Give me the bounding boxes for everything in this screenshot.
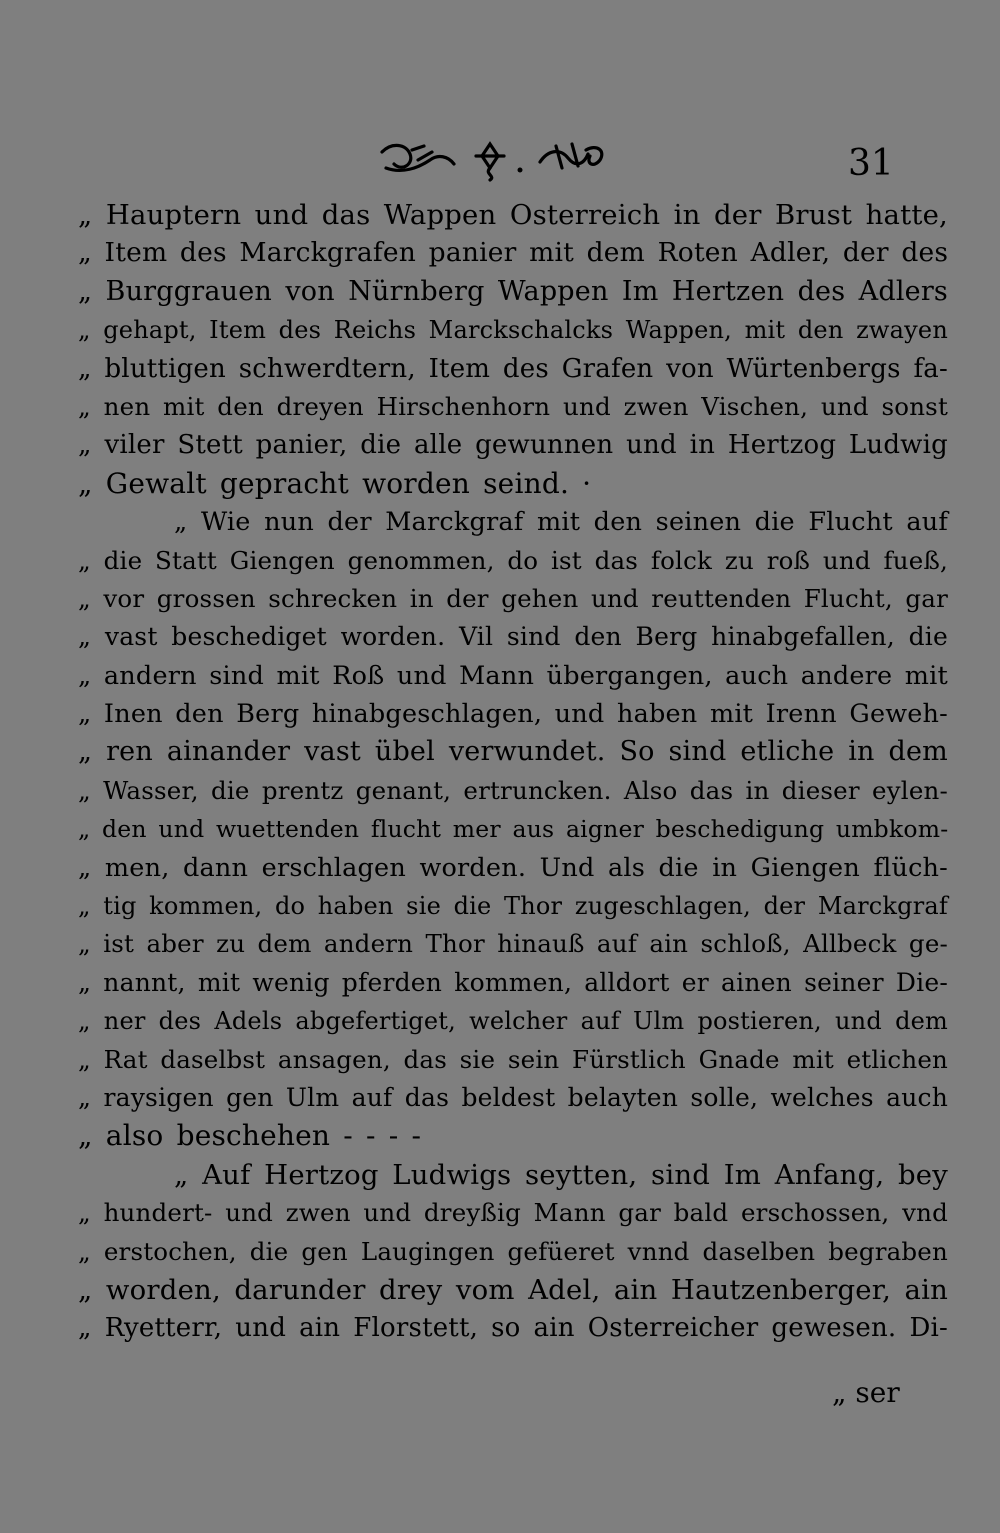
text-line: „ vor grossen schrecken in der gehen und reuttenden Flucht, gar (78, 583, 948, 613)
text-line: „ Ryetterr, und ain Florstett, so ain Osterreicher gewesen. Di- (78, 1313, 948, 1344)
text-line: „ Burggrauen von Nürnberg Wappen Im Hertzen des Adlers (78, 275, 948, 307)
text-line: „ ren ainander vast übel verwundet. So sind etliche in dem (78, 736, 948, 768)
text-line: „ raysigen gen Ulm auf das beldest belayten solle, welches auch (78, 1082, 948, 1112)
text-line: „ andern sind mit Roß und Mann übergangen, auch andere mit (78, 660, 948, 691)
text-line: „ also beschehen - - - - (78, 1119, 422, 1153)
text-line: „ Wasser, die prentz genant, ertruncken. Also das in dieser eylen- (78, 775, 948, 805)
text-line: „ erstochen, die gen Laugingen gefüeret vnnd daselben begraben (78, 1236, 948, 1266)
text-line: „ Hauptern und das Wappen Osterreich in der Brust hatte, (78, 199, 948, 231)
text-line: „ den und wuettenden flucht mer aus aigner beschedigung umbkom- (78, 815, 949, 844)
text-line: „ nannt, mit wenig pferden kommen, alldort er ainen seiner Die- (78, 967, 948, 997)
text-line: „ men, dann erschlagen worden. Und als die in Giengen flüch- (78, 852, 948, 883)
text-line: „ worden, darunder drey vom Adel, ain Hautzenberger, ain (78, 1273, 948, 1306)
text-line: „ bluttigen schwerdtern, Item des Grafen von Würtenbergs fa- (78, 353, 948, 384)
text-line: „ Rat daselbst ansagen, das sie sein Fürstlich Gnade mit etlichen (78, 1044, 948, 1074)
text-line: „ die Statt Giengen genommen, do ist das folck zu roß und fueß, (78, 545, 948, 575)
page-header (0, 138, 1000, 188)
text-line: „ Auf Hertzog Ludwigs seytten, sind Im Anfang, bey (174, 1158, 948, 1191)
text-line: „ tig kommen, do haben sie die Thor zugeschlagen, der Marckgraf (78, 892, 948, 921)
text-line: „ hundert- und zwen und dreyßig Mann gar bald erschossen, vnd (78, 1198, 948, 1228)
text-line: „ Item des Marckgrafen panier mit dem Roten Adler, der des (78, 237, 949, 269)
text-line: „ ner des Adels abgefertiget, welcher auf Ulm postieren, und dem (78, 1007, 948, 1036)
body-text (78, 196, 948, 1348)
text-line: „ Gewalt gepracht worden seind. · (78, 466, 592, 500)
page-number: 31 (848, 143, 894, 184)
text-line: „ ist aber zu dem andern Thor hinauß auf ain schloß, Allbeck ge- (78, 929, 948, 959)
text-line: „ viler Stett panier, die alle gewunnen und in Hertzog Ludwig (78, 430, 948, 461)
text-line: „ nen mit den dreyen Hirschenhorn und zwen Vischen, und sonst (78, 391, 948, 421)
text-line: „ Wie nun der Marckgraf mit den seinen die Flucht auf (174, 507, 948, 538)
text-line: „ Inen den Berg hinabgeschlagen, und haben mit Irenn Geweh- (78, 699, 948, 730)
text-line: „ vast beschediget worden. Vil sind den Berg hinabgefallen, die (78, 622, 948, 652)
text-line: „ gehapt, Item des Reichs Marckschalcks Wappen, mit den zwayen (78, 316, 948, 345)
catchword: „ ser (832, 1376, 900, 1409)
printer-ornament-icon (372, 138, 612, 182)
